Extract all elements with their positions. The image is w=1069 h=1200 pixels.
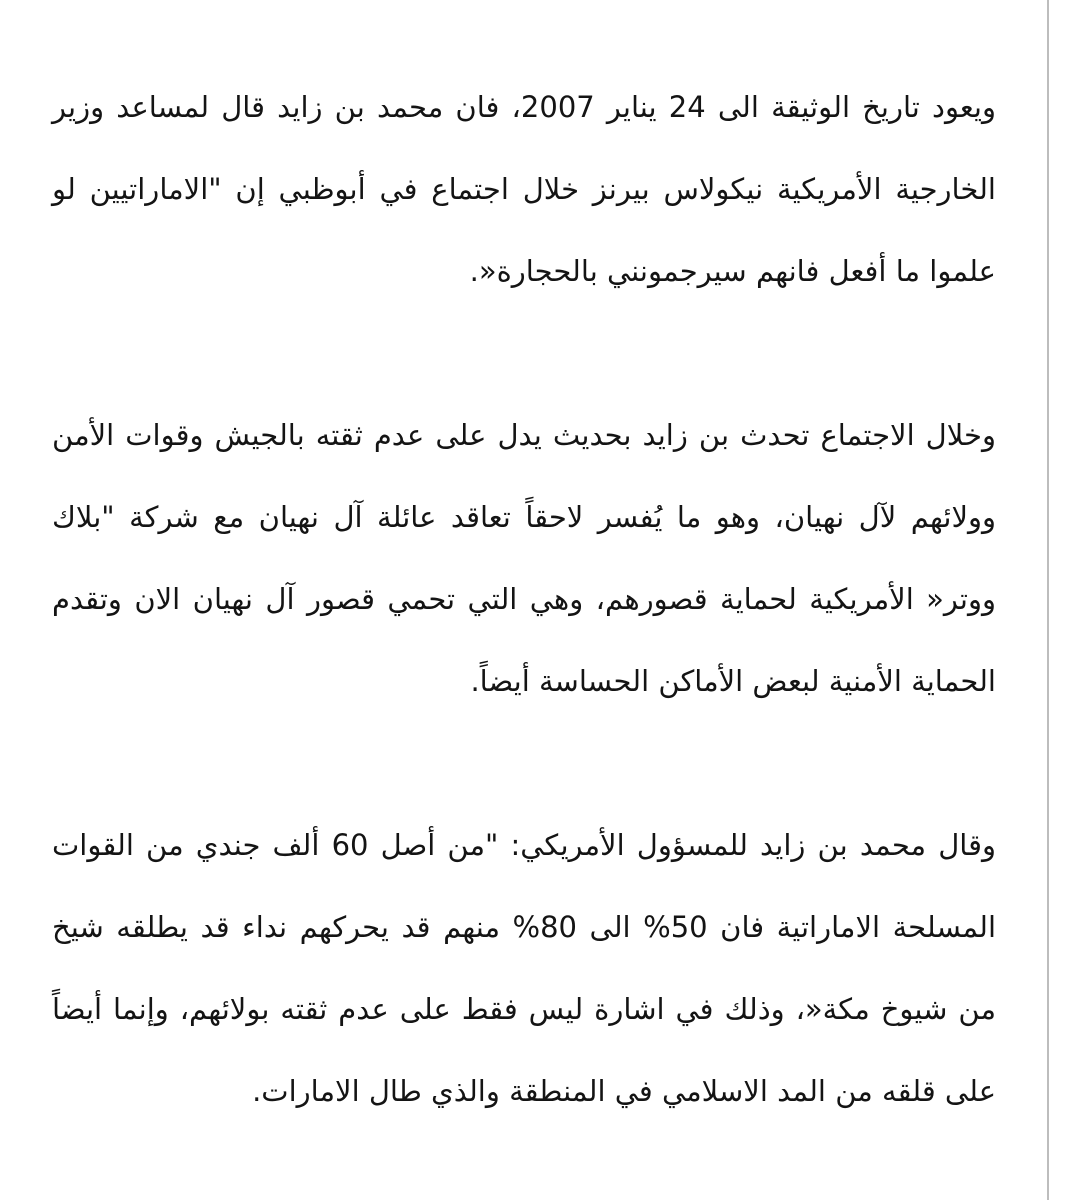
paragraph-security-trust: وخلال الاجتماع تحدث بن زايد بحديث يدل على عدم ثقته بالجيش وقوات الأمن وولائهم لآل نهيان، وهو ما يُفسر لاحقاً تعاقد عائلة آل نهيان مع شركة "بلاك ووتر« الأمريكية لحماية قصورهم، وهي التي تحمي قصور آل نهيان الان وتقدم الحماية الأمنية لبعض الأماكن الحساسة أيضاً.: [52, 418, 996, 698]
page-edge-line: [1047, 0, 1049, 1200]
paragraph-document-date: ويعود تاريخ الوثيقة الى 24 يناير 2007، فان محمد بن زايد قال لمساعد وزير الخارجية الأمريكية نيكولاس بيرنز خلال اجتماع في أبوظبي إن "الاماراتيين لو علموا ما أفعل فانهم سيرجمونني بالحجارة«.: [52, 90, 996, 288]
paragraph-army-loyalty: وقال محمد بن زايد للمسؤول الأمريكي: "من أصل 60 ألف جندي من القوات المسلحة الاماراتية فان 50% الى 80% منهم قد يحركهم نداء قد يطلقه شيخ من شيوخ مكة«، وذلك في اشارة ليس فقط على عدم ثقته بولائهم، وإنما أيضاً على قلقه من المد الاسلامي في المنطقة والذي طال الامارات.: [52, 828, 996, 1108]
article-body: [52, 66, 996, 1132]
